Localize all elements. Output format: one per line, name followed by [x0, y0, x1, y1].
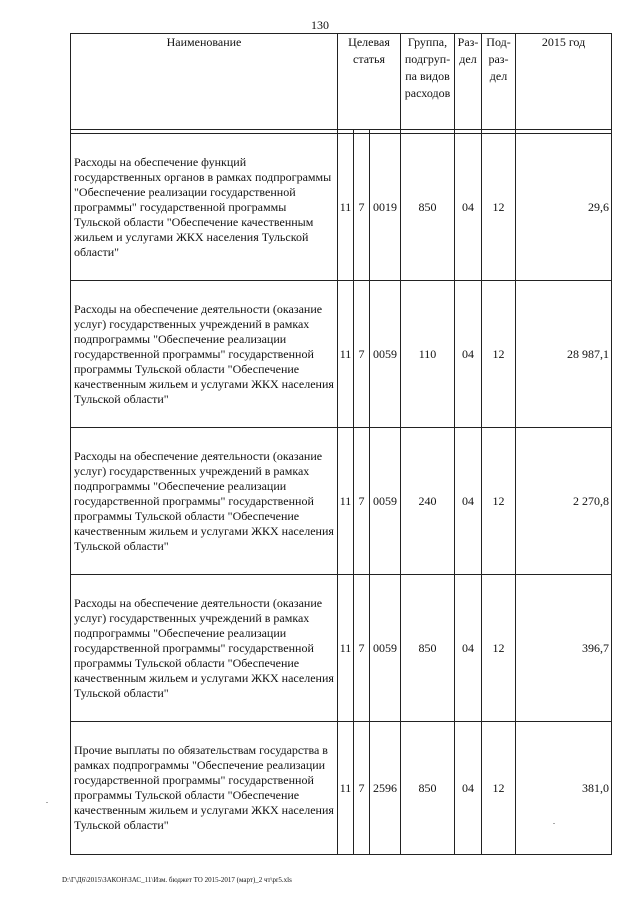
table-row [71, 134, 612, 281]
section-cell: 04 [455, 281, 482, 428]
expense-group-cell: 110 [401, 281, 455, 428]
target-article-part2: 7 [354, 722, 370, 855]
expense-group-cell: 240 [401, 428, 455, 575]
target-article-part1: 11 [338, 428, 354, 575]
amount-2015-cell: 2 270,8 [516, 428, 612, 575]
header-section: Раз- дел [455, 34, 482, 130]
target-article-part2: 7 [354, 428, 370, 575]
row-name-cell: Расходы на обеспечение деятельности (оказание услуг) государственных учреждений в рамках подпрограммы "Обеспечение реализации государственной программы" государственной программы Тульской области "Обеспечение качественным жильем и услугами ЖКХ населения Тульской области" [71, 281, 338, 428]
section-cell: 04 [455, 428, 482, 575]
table-row [71, 722, 612, 855]
row-name-cell: Расходы на обеспечение деятельности (оказание услуг) государственных учреждений в рамках подпрограммы "Обеспечение реализации государственной программы" государственной программы Тульской области "Обеспечение качественным жильем и услугами ЖКХ населения Тульской области" [71, 575, 338, 722]
subsection-cell: 12 [482, 575, 516, 722]
expense-group-cell: 850 [401, 575, 455, 722]
table-row [71, 575, 612, 722]
target-article-part3: 0019 [370, 134, 401, 281]
amount-2015-cell: 29,6 [516, 134, 612, 281]
target-article-part3: 0059 [370, 428, 401, 575]
target-article-part3: 0059 [370, 575, 401, 722]
header-name: Наименование [71, 34, 338, 130]
row-name-cell: Расходы на обеспечение деятельности (оказание услуг) государственных учреждений в рамках подпрограммы "Обеспечение реализации государственной программы" государственной программы Тульской области "Обеспечение качественным жильем и услугами ЖКХ населения Тульской области" [71, 428, 338, 575]
header-row [71, 34, 612, 130]
row-name-cell: Прочие выплаты по обязательствам государства в рамках подпрограммы "Обеспечение реализации государственной программы" государственной программы Тульской области "Обеспечение качественным жильем и услугами ЖКХ населения Тульской области" [71, 722, 338, 855]
target-article-part3: 0059 [370, 281, 401, 428]
target-article-part3: 2596 [370, 722, 401, 855]
target-article-part1: 11 [338, 722, 354, 855]
subsection-cell: 12 [482, 134, 516, 281]
section-cell: 04 [455, 722, 482, 855]
file-path-footer: D:\Г\Д6\2015\ЗАКОН\ЗАС_11\Изм. бюджет ТО 2015-2017 (март)_2 чт\pr5.xls [62, 876, 292, 884]
amount-2015-cell: 381,0 [516, 722, 612, 855]
expense-group-cell: 850 [401, 134, 455, 281]
target-article-part2: 7 [354, 575, 370, 722]
subsection-cell: 12 [482, 722, 516, 855]
table-row [71, 281, 612, 428]
target-article-part1: 11 [338, 134, 354, 281]
row-name-cell: Расходы на обеспечение функций государственных органов в рамках подпрограммы "Обеспечение реализации государственной программы" государственной программы Тульской области "Обеспечение качественным жильем и услугами ЖКХ населения Тульской области" [71, 134, 338, 281]
target-article-part1: 11 [338, 575, 354, 722]
table-row [71, 428, 612, 575]
target-article-part2: 7 [354, 134, 370, 281]
section-cell: 04 [455, 575, 482, 722]
header-subsection: Под- раз- дел [482, 34, 516, 130]
expense-group-cell: 850 [401, 722, 455, 855]
amount-2015-cell: 28 987,1 [516, 281, 612, 428]
scan-dot: . [553, 817, 555, 826]
amount-2015-cell: 396,7 [516, 575, 612, 722]
page-number: 130 [311, 18, 329, 32]
budget-table [70, 33, 612, 855]
header-expense-group: Группа, подгруп- па видов расходов [401, 34, 455, 130]
subsection-cell: 12 [482, 428, 516, 575]
section-cell: 04 [455, 134, 482, 281]
header-year-2015: 2015 год [516, 34, 612, 130]
header-target-article: Целевая статья [338, 34, 401, 130]
target-article-part2: 7 [354, 281, 370, 428]
scan-dot: . [46, 796, 48, 805]
subsection-cell: 12 [482, 281, 516, 428]
target-article-part1: 11 [338, 281, 354, 428]
